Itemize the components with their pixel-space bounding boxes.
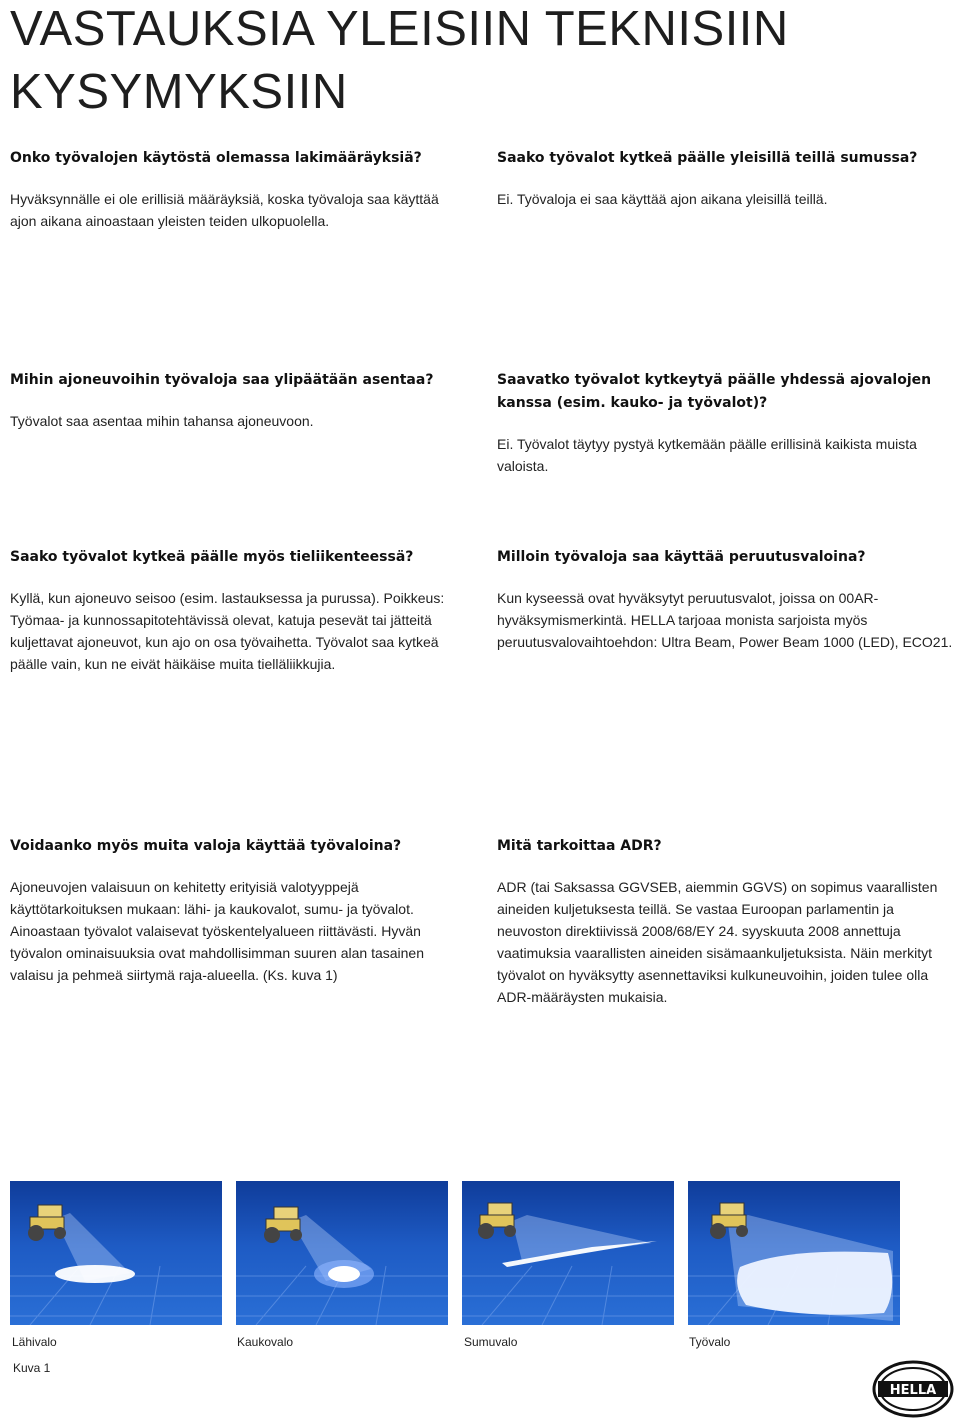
page-title-line-1: VASTAUKSIA YLEISIIN TEKNISIIN	[10, 2, 789, 56]
question: Voidaanko myös muita valoja käyttää työvaloina?	[10, 838, 402, 854]
answer: Kun kyseessä ovat hyväksytyt peruutusvalot, joissa on 00AR-hyväksymismerkintä. HELLA tarjoaa monista sarjoista myös peruutusvalovaihtoehdon: Ultra Beam, Power Beam 1000 (LED), ECO21.	[497, 590, 953, 650]
answer: Hyväksynnälle ei ole erillisiä määräyksiä, koska työvaloja saa käyttää ajon aikana ainoastaan yleisten teiden ulkopuolella.	[10, 191, 439, 229]
qa-block	[10, 835, 465, 986]
tractor-icon	[28, 1205, 66, 1241]
qa-block	[497, 835, 957, 1008]
page-title-line-2: KYSYMYKSIIN	[10, 65, 348, 119]
caption-low-beam: Lähivalo	[12, 1335, 57, 1349]
figure-label: Kuva 1	[13, 1361, 51, 1375]
tractor-icon	[478, 1203, 516, 1239]
work-light-image	[688, 1181, 900, 1325]
qa-block	[10, 147, 465, 232]
qa-block	[497, 546, 957, 653]
hella-logo-icon	[872, 1360, 954, 1418]
question: Onko työvalojen käytöstä olemassa lakimääräyksiä?	[10, 150, 422, 166]
question: Saavatko työvalot kytkeytyä päälle yhdessä ajovalojen kanssa (esim. kauko- ja työvalot)?	[497, 372, 932, 411]
high-beam-image	[236, 1181, 448, 1325]
hella-logo	[872, 1360, 954, 1418]
illustration-high-beam	[236, 1181, 448, 1325]
answer: Kyllä, kun ajoneuvo seisoo (esim. lastauksessa ja purussa). Poikkeus: Työmaa- ja kunnossapitotehtävissä olevat, katuja pesevät tai jätteitä kuljettavat ajoneuvot, kun ajo on osa työvaihetta. Työvalot saa kytkeä päälle vain, kun ne eivät häikäise muita tielläliikkujia.	[10, 590, 445, 672]
caption-work-light: Työvalo	[689, 1335, 731, 1349]
question: Mihin ajoneuvoihin työvaloja saa ylipäätään asentaa?	[10, 372, 434, 388]
tractor-icon	[264, 1207, 302, 1243]
qa-block	[497, 369, 957, 477]
question: Saako työvalot kytkeä päälle yleisillä teillä sumussa?	[497, 150, 918, 166]
hella-logo-text: HELLA	[889, 1383, 937, 1398]
answer: ADR (tai Saksassa GGVSEB, aiemmin GGVS) on sopimus vaarallisten aineiden kuljetuksesta teillä. Se vastaa Euroopan parlamentin ja neuvoston direktiivissä 2008/68/EY 24. syyskuuta 2008 annettuja vaatimuksia vaarallisten aineiden sisämaankuljetuksista. Näin merkityt työvalot on hyväksytty asennettaviksi kulkuneuvoihin, joiden tulee olla ADR-määräysten mukaisia.	[497, 879, 938, 1005]
tractor-icon	[710, 1203, 748, 1239]
page-title	[10, 0, 940, 124]
qa-block	[10, 546, 465, 675]
question: Saako työvalot kytkeä päälle myös tieliikenteessä?	[10, 549, 414, 565]
illustration-fog-light	[462, 1181, 674, 1325]
fog-light-image	[462, 1181, 674, 1325]
qa-block	[10, 369, 465, 432]
answer: Ei. Työvaloja ei saa käyttää ajon aikana yleisillä teillä.	[497, 191, 828, 207]
question: Mitä tarkoittaa ADR?	[497, 838, 662, 854]
question: Milloin työvaloja saa käyttää peruutusvaloina?	[497, 549, 866, 565]
answer: Ajoneuvojen valaisuun on kehitetty erityisiä valotyyppejä käyttötarkoituksen mukaan: lähi- ja kaukovalot, sumu- ja työvalot. Ainoastaan työvalot valaisevat työskentelyalueen riittävästi. Hyvän työvalon ominaisuuksia ovat mahdollisimman suuren alan tasainen valaisu ja pehmeä siirtymä raja-alueella. (Ks. kuva 1)	[10, 879, 425, 983]
low-beam-image	[10, 1181, 222, 1325]
qa-block	[497, 147, 957, 210]
answer: Työvalot saa asentaa mihin tahansa ajoneuvoon.	[10, 413, 314, 429]
illustration-work-light	[688, 1181, 900, 1325]
answer: Ei. Työvalot täytyy pystyä kytkemään päälle erillisinä kaikista muista valoista.	[497, 436, 917, 474]
illustration-low-beam	[10, 1181, 222, 1325]
caption-fog-light: Sumuvalo	[464, 1335, 518, 1349]
beam-illustrations	[10, 1181, 955, 1326]
caption-high-beam: Kaukovalo	[237, 1335, 294, 1349]
